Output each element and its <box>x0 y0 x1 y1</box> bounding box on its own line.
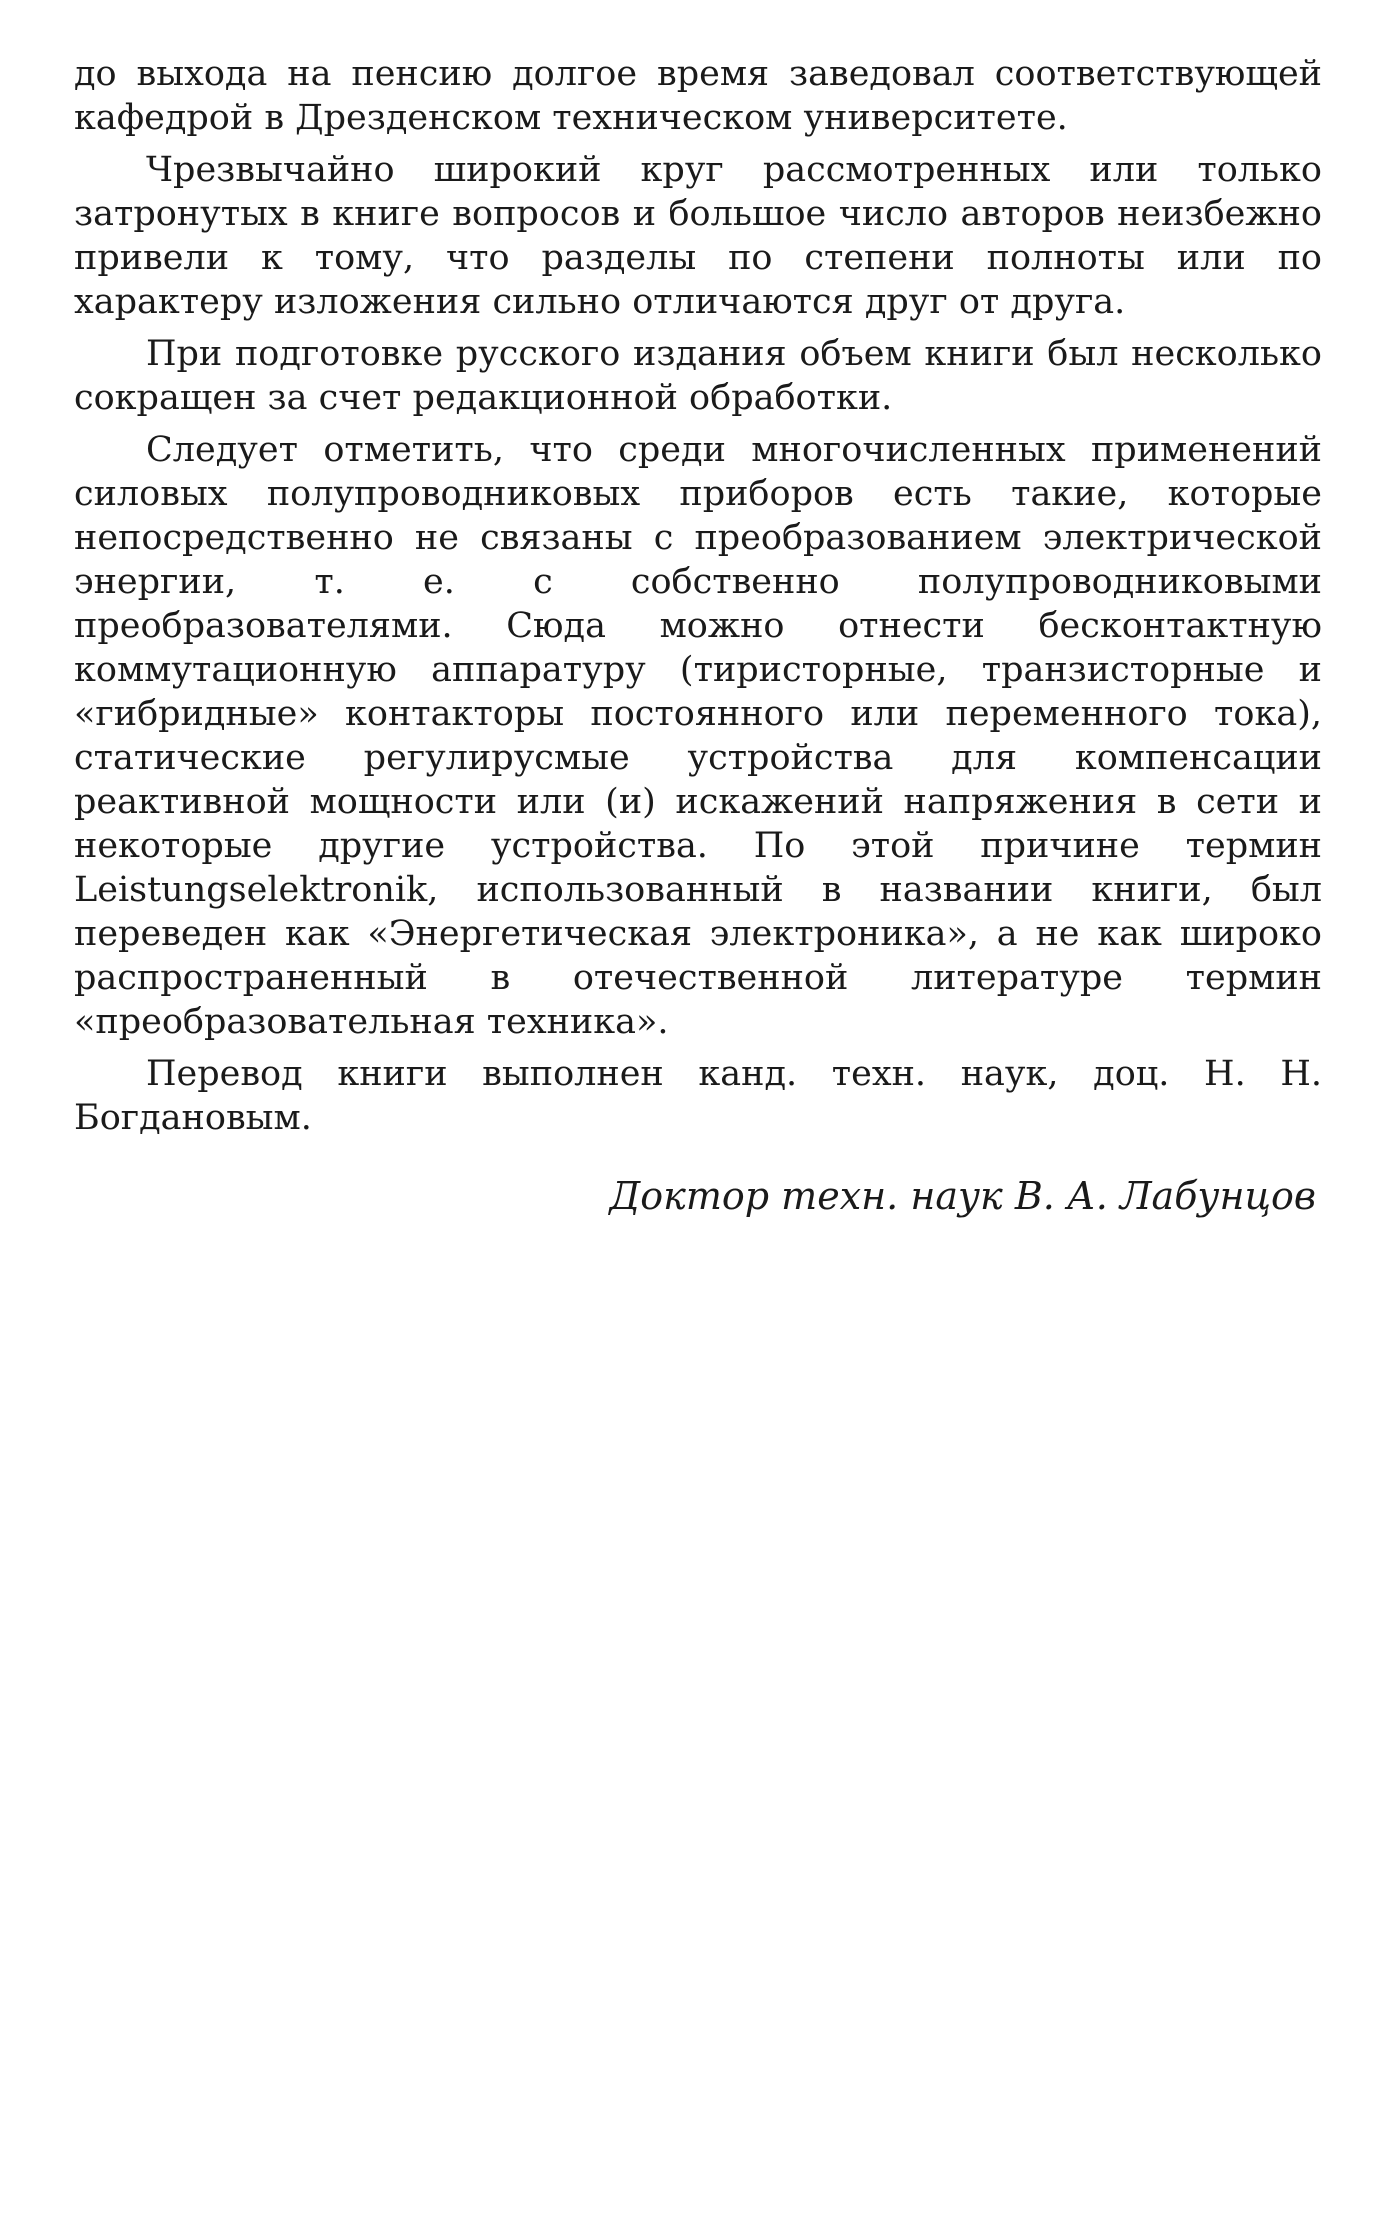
page-text <box>74 52 1322 1220</box>
paragraph-continuation: до выхода на пенсию долгое время заведовал соответствующей кафедрой в Дрезденском техническом университете. <box>74 54 1322 138</box>
paragraph-russian-edition: При подготовке русского издания объем книги был несколько сокращен за счет редакционной обработки. <box>74 334 1322 418</box>
paragraph-terminology: Следует отметить, что среди многочисленных применений силовых полупроводниковых приборов есть такие, которые непосредственно не связаны с преобразованием электрической энергии, т. е. с собственно полупроводниковыми преобразователями. Сюда можно отнести бесконтактную коммутационную аппаратуру (тиристорные, транзисторные и «гибридные» контакторы постоянного или переменного тока), статические регулирусмые устройства для компенсации реактивной мощности или (и) искажений напряжения в сети и некоторые другие устройства. По этой причине термин Leistungselektronik, использованный в названии книги, был переведен как «Энергетическая электроника», а не как широко распространенный в отечественной литературе термин «преобразовательная техника». <box>74 430 1322 1042</box>
paragraph-translator: Перевод книги выполнен канд. техн. наук, доц. Н. Н. Богдановым. <box>74 1054 1322 1138</box>
signature: Доктор техн. наук В. А. Лабунцов <box>609 1174 1316 1218</box>
paragraph-scope: Чрезвычайно широкий круг рассмотренных или только затронутых в книге вопросов и большое число авторов неизбежно привели к тому, что разделы по степени полноты или по характеру изложения сильно отличаются друг от друга. <box>74 150 1322 322</box>
